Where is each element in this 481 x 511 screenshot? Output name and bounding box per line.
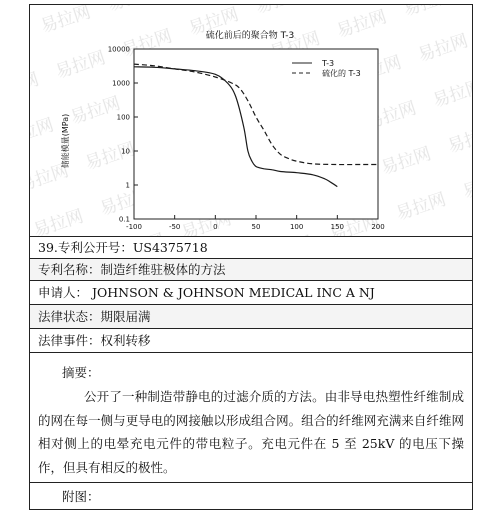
legal-status-text: 法律状态：期限届满	[38, 308, 151, 324]
chart-figure-cell	[30, 5, 472, 237]
x-tick-label: 150	[330, 223, 345, 231]
figure-row	[30, 483, 472, 509]
y-tick-label: 10000	[107, 45, 130, 54]
abstract-body: 公开了一种制造带静电的过滤介质的方法。由非导电热塑性纤维制成的网在每一侧与更导电的网接触以形成组合网。组合的纤维网充满来自纤维网相对侧上的电晕充电元件的带电粒子。充电元件在 5 至 25kV 的电压下操作，但具有相反的极性。	[38, 389, 464, 475]
applicant-row	[30, 281, 472, 305]
patent-number-row	[30, 237, 472, 259]
patent-name-row	[30, 259, 472, 281]
x-tick-label: 200	[371, 223, 385, 231]
y-tick-label: 10	[121, 147, 130, 156]
patent-record-table	[29, 4, 473, 510]
y-tick-label: 0.1	[118, 215, 130, 224]
figure-label: 附图：	[62, 489, 100, 504]
x-tick-label: -50	[168, 223, 181, 231]
legal-event-row	[30, 329, 472, 353]
storage-modulus-chart	[30, 5, 472, 237]
legend-label-vulcanized-t3: 硫化的 T-3	[322, 69, 361, 78]
legal-event-text: 法律事件：权利转移	[38, 332, 151, 348]
legend-label-t3: T-3	[322, 59, 335, 68]
y-tick-label: 100	[116, 113, 130, 122]
x-tick-label: 100	[289, 223, 304, 231]
legal-status-row	[30, 305, 472, 329]
y-tick-label: 1000	[112, 79, 130, 88]
chart-title: 硫化前后的聚合物 T-3	[205, 31, 295, 41]
abstract-label: 摘要：	[62, 365, 100, 380]
x-tick-label: -100	[126, 223, 142, 231]
x-tick-label: 50	[251, 223, 261, 231]
patent-number-text: 39.专利公开号：US4375718	[38, 239, 208, 255]
y-axis-label: 储能模量(MPa)	[61, 113, 70, 169]
x-tick-label: 0	[213, 223, 218, 231]
y-tick-label: 1	[125, 181, 130, 190]
applicant-text: 申请人： JOHNSON & JOHNSON MEDICAL INC A NJ	[38, 284, 375, 300]
patent-name-text: 专利名称：制造纤维驻极体的方法	[38, 261, 226, 277]
abstract-section	[30, 353, 472, 483]
